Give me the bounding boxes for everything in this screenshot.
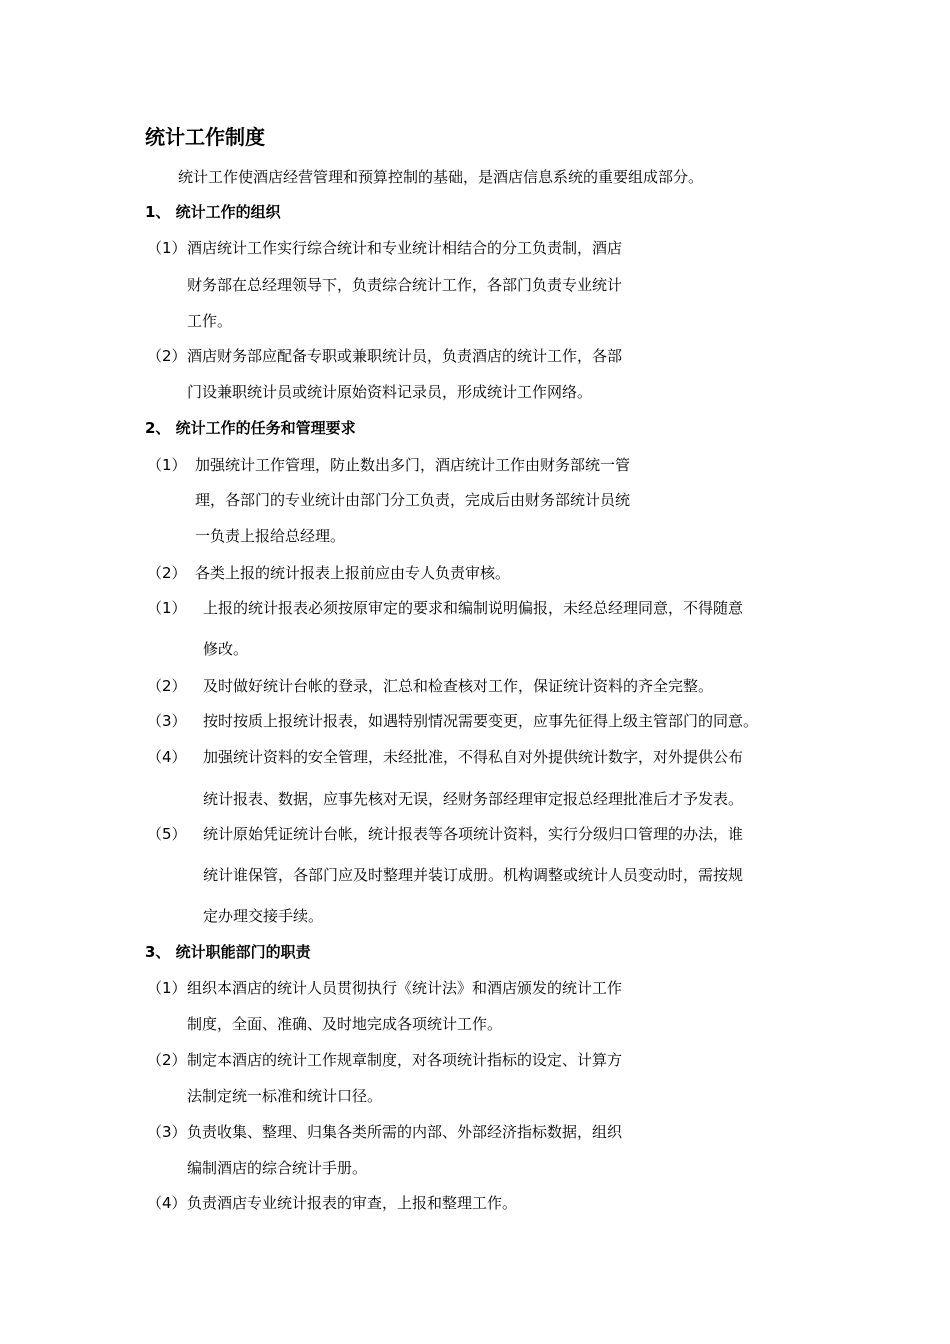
item-line: 统计原始凭证统计台帐，统计报表等各项统计资料，实行分级归口管理的办法，谁: [203, 825, 744, 843]
item-line: 统计谁保管，各部门应及时整理并装订成册。机构调整或统计人员变动时，需按规: [203, 866, 744, 884]
item-line: 一负责上报给总经理。: [195, 527, 346, 545]
item-number: （2）: [147, 1051, 187, 1069]
item-number: （1）: [147, 599, 187, 617]
item-number: （2）: [147, 677, 187, 695]
item-line: 定办理交接手续。: [203, 907, 324, 925]
item-number: （1）: [147, 239, 187, 257]
intro-paragraph: 统计工作使酒店经营管理和预算控制的基础，是酒店信息系统的重要组成部分。: [178, 168, 704, 186]
item-number: （5）: [147, 825, 187, 843]
item-line: 上报的统计报表必须按原审定的要求和编制说明偏报，未经总经理同意，不得随意: [203, 599, 744, 617]
item-line: 负责收集、整理、归集各类所需的内部、外部经济指标数据，组织: [187, 1123, 623, 1141]
item-line: 法制定统一标准和统计口径。: [187, 1087, 383, 1105]
item-line: 组织本酒店的统计人员贯彻执行《统计法》和酒店颁发的统计工作: [187, 979, 623, 997]
item-line: 酒店统计工作实行综合统计和专业统计相结合的分工负责制，酒店: [187, 239, 623, 257]
item-line: 加强统计工作管理，防止数出多门，酒店统计工作由财务部统一管: [195, 456, 631, 474]
item-number: （3）: [147, 712, 187, 730]
item-line: 理，各部门的专业统计由部门分工负责，完成后由财务部统计员统: [195, 491, 631, 509]
item-line: 各类上报的统计报表上报前应由专人负责审核。: [195, 564, 511, 582]
item-number: （4）: [147, 1194, 187, 1212]
item-line: 财务部在总经理领导下，负责综合统计工作，各部门负责专业统计: [187, 276, 623, 294]
item-line: 门设兼职统计员或统计原始资料记录员，形成统计工作网络。: [187, 383, 593, 401]
item-line: 修改。: [203, 640, 249, 658]
item-number: （2）: [147, 347, 187, 365]
item-line: 按时按质上报统计报表，如遇特别情况需要变更，应事先征得上级主管部门的同意。: [203, 712, 759, 730]
item-line: 制定本酒店的统计工作规章制度，对各项统计指标的设定、计算方: [187, 1051, 623, 1069]
section-3-heading: 3、 统计职能部门的职责: [145, 943, 311, 961]
item-number: （3）: [147, 1123, 187, 1141]
page-title: 统计工作制度: [145, 125, 265, 149]
item-line: 工作。: [187, 312, 233, 330]
section-2-heading: 2、 统计工作的任务和管理要求: [145, 419, 356, 437]
item-line: 编制酒店的综合统计手册。: [187, 1159, 368, 1177]
item-number: （1）: [147, 979, 187, 997]
item-line: 负责酒店专业统计报表的审查，上报和整理工作。: [187, 1194, 518, 1212]
section-1-heading: 1、 统计工作的组织: [145, 203, 281, 221]
item-line: 加强统计资料的安全管理，未经批准，不得私自对外提供统计数字，对外提供公布: [203, 748, 744, 766]
item-line: 酒店财务部应配备专职或兼职统计员，负责酒店的统计工作，各部: [187, 347, 623, 365]
item-line: 制度，全面、准确、及时地完成各项统计工作。: [187, 1015, 503, 1033]
item-number: （4）: [147, 748, 187, 766]
item-number: （2）: [147, 564, 187, 582]
item-line: 及时做好统计台帐的登录，汇总和检查核对工作，保证统计资料的齐全完整。: [203, 677, 714, 695]
item-number: （1）: [147, 456, 187, 474]
item-line: 统计报表、数据，应事先核对无误，经财务部经理审定报总经理批准后才予发表。: [203, 790, 744, 808]
